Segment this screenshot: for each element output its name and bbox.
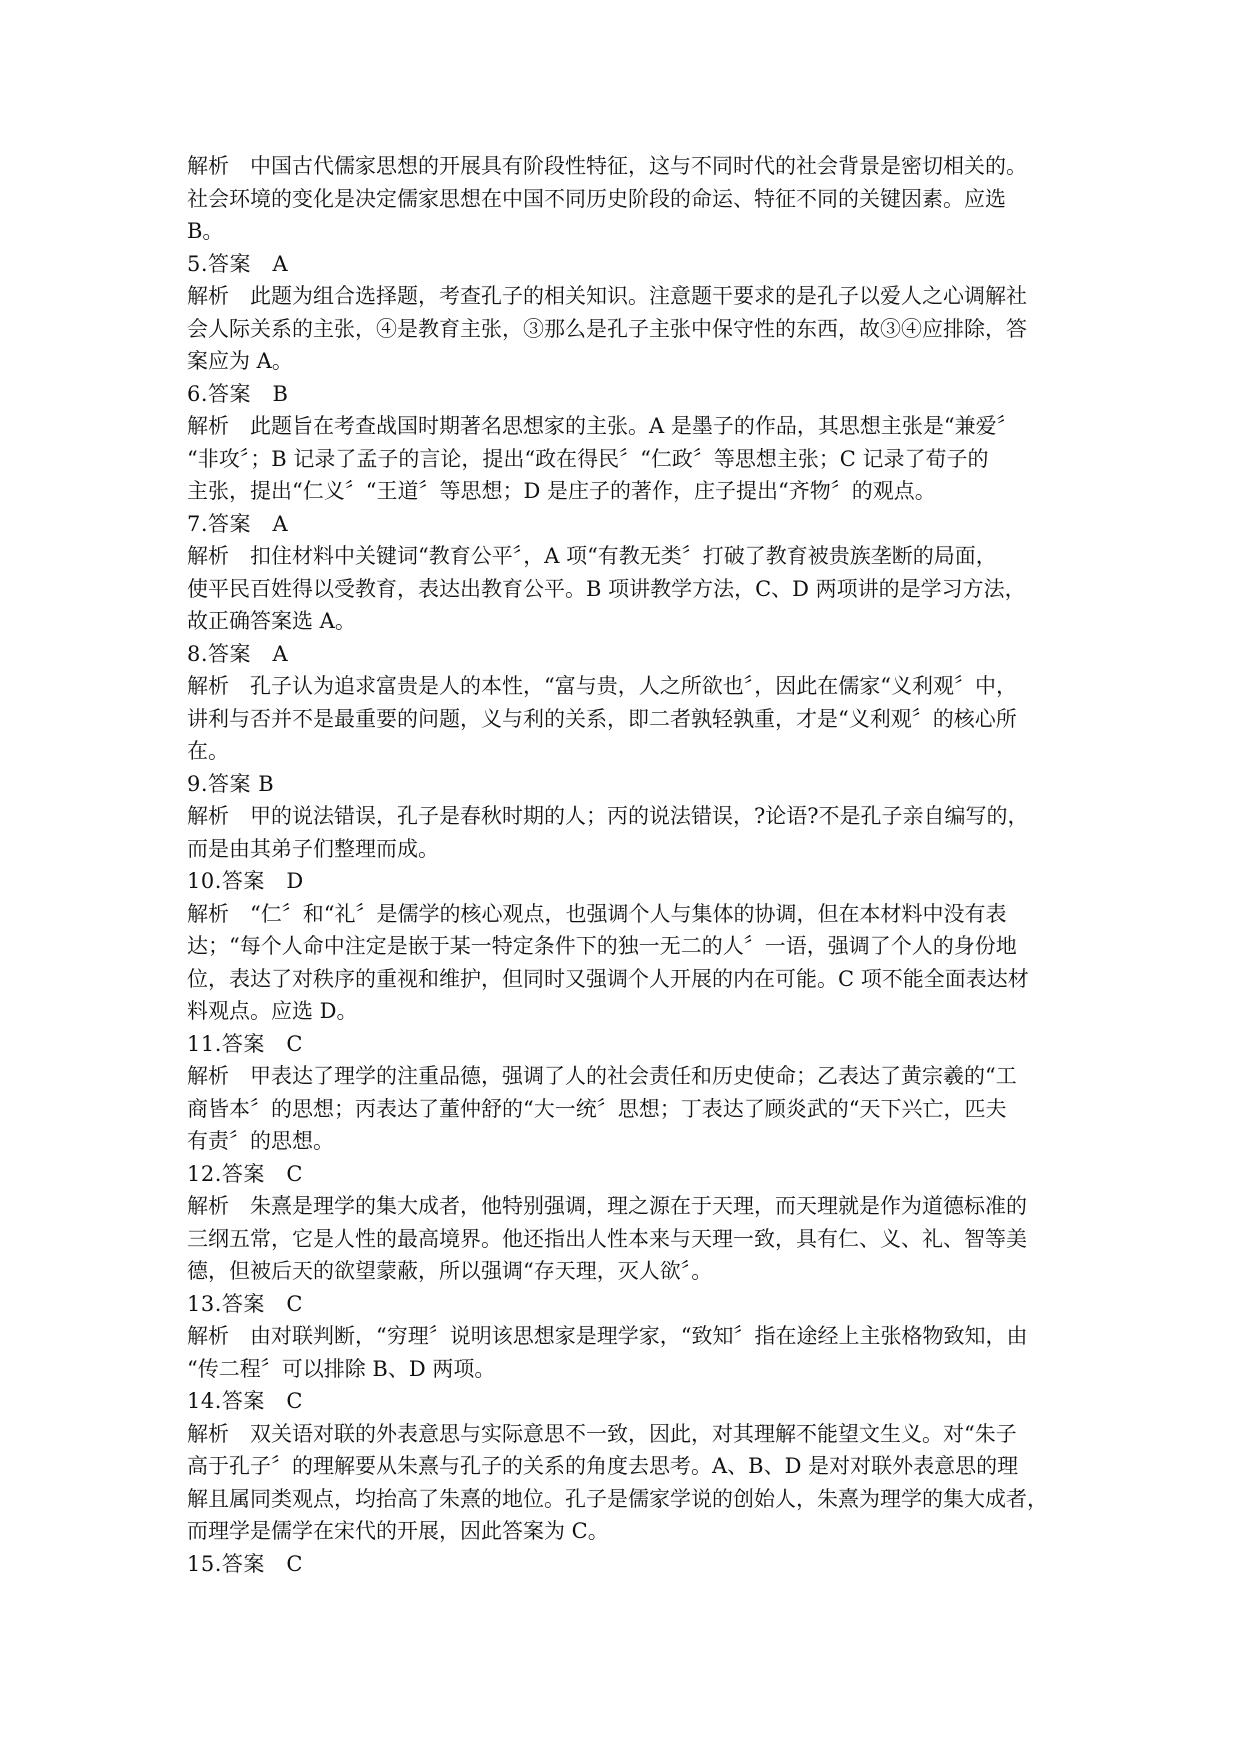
text-line: 位，表达了对秩序的重视和维护，但同时又强调个人开展的内在可能。C 项不能全面表达材 xyxy=(187,966,1029,991)
text-line: 而是由其弟子们整理而成。 xyxy=(187,836,439,861)
answer-line: 15.答案 C xyxy=(187,1551,303,1576)
answer-line: 10.答案 D xyxy=(187,869,304,893)
text-line: 使平民百姓得以受教育，表达出教育公平。B 项讲教学方法，C、D 两项讲的是学习方法， xyxy=(187,576,1026,601)
answer-line: 8.答案 A xyxy=(187,641,289,666)
document-page xyxy=(187,150,1067,1580)
text-line: 解析 “仁〞和“礼〞是儒学的核心观点，也强调个人与集体的协调，但在本材料中没有表 xyxy=(187,901,1007,926)
text-line: 在。 xyxy=(187,739,229,763)
text-line: 解析 甲表达了理学的注重品德，强调了人的社会责任和历史使命；乙表达了黄宗羲的“工 xyxy=(187,1064,1017,1088)
text-line: 案应为 A。 xyxy=(187,349,293,373)
text-line: 解析 孔子认为追求富贵是人的本性，“富与贵，人之所欲也〞，因此在儒家“义利观〞中， xyxy=(187,674,1017,698)
text-line: 德，但被后天的欲望蒙蔽，所以强调“存天理，灭人欲〞。 xyxy=(187,1259,713,1283)
text-line: 有责〞的思想。 xyxy=(187,1129,334,1153)
text-line: 三纲五常，它是人性的最高境界。他还指出人性本来与天理一致，具有仁、义、礼、智等美 xyxy=(187,1226,1027,1251)
text-line: 商皆本〞的思想；丙表达了董仲舒的“大一统〞思想；丁表达了顾炎武的“天下兴亡，匹夫 xyxy=(187,1096,1007,1121)
text-line: 解析 此题旨在考查战国时期著名思想家的主张。A 是墨子的作品，其思想主张是“兼爱〞 xyxy=(187,414,1018,438)
text-line: 高于孔子〞的理解要从朱熹与孔子的关系的角度去思考。A、B、D 是对对联外表意思的理 xyxy=(187,1454,1019,1478)
text-line: “传二程〞可以排除 B、D 两项。 xyxy=(187,1356,496,1381)
answer-line: 6.答案 B xyxy=(187,381,289,406)
text-line: 主张，提出“仁义〞“王道〞等思想；D 是庄子的著作，庄子提出“齐物〞的观点。 xyxy=(187,479,936,503)
text-line: 解析 此题为组合选择题，考查孔子的相关知识。注意题干要求的是孔子以爱人之心调解社 xyxy=(187,284,1027,308)
answer-line: 14.答案 C xyxy=(187,1389,303,1413)
answer-line: 11.答案 C xyxy=(187,1031,303,1056)
text-line: “非攻〞；B 记录了孟子的言论，提出“政在得民〞“仁政〞等思想主张；C 记录了荀子的 xyxy=(187,446,989,471)
answer-line: 13.答案 C xyxy=(187,1291,303,1316)
text-line: 解析 双关语对联的外表意思与实际意思不一致，因此，对其理解不能望文生义。对“朱子 xyxy=(187,1421,1017,1446)
text-line: 解析 甲的说法错误，孔子是春秋时期的人；丙的说法错误，?论语?不是孔子亲自编写的， xyxy=(187,804,1029,828)
answer-line: 5.答案 A xyxy=(187,251,289,276)
text-line: B。 xyxy=(187,219,224,243)
text-line: 解析 朱熹是理学的集大成者，他特别强调，理之源在于天理，而天理就是作为道德标准的 xyxy=(187,1194,1027,1218)
text-line: 解且属同类观点，均抬高了朱熹的地位。孔子是儒家学说的创始人，朱熹为理学的集大成者， xyxy=(187,1486,1048,1511)
text-line: 解析 由对联判断，“穷理〞说明该思想家是理学家，“致知〞指在途经上主张格物致知，由 xyxy=(187,1324,1028,1348)
answer-line: 7.答案 A xyxy=(187,511,289,536)
text-line: 而理学是儒学在宋代的开展，因此答案为 C。 xyxy=(187,1519,609,1543)
text-line: 解析 扣住材料中关键词“教育公平〞，A 项“有教无类〞打破了教育被贵族垄断的局面， xyxy=(187,544,997,568)
text-line: 解析 中国古代儒家思想的开展具有阶段性特征，这与不同时代的社会背景是密切相关的。 xyxy=(187,154,1027,178)
text-line: 料观点。应选 D。 xyxy=(187,999,358,1023)
answer-line: 12.答案 C xyxy=(187,1161,303,1186)
text-line: 讲利与否并不是最重要的问题，义与利的关系，即二者孰轻孰重，才是“义利观〞的核心所 xyxy=(187,706,1017,731)
text-line: 社会环境的变化是决定儒家思想在中国不同历史阶段的命运、特征不同的关键因素。应选 xyxy=(187,186,1006,211)
text-line: 会人际关系的主张，④是教育主张，③那么是孔子主张中保守性的东西，故③④应排除，答 xyxy=(187,316,1027,341)
text-line: 达；“每个人命中注定是嵌于某一特定条件下的独一无二的人〞一语，强调了个人的身份地 xyxy=(187,934,1017,958)
answer-line: 9.答案 B xyxy=(187,771,275,796)
text-line: 故正确答案选 A。 xyxy=(187,609,356,633)
